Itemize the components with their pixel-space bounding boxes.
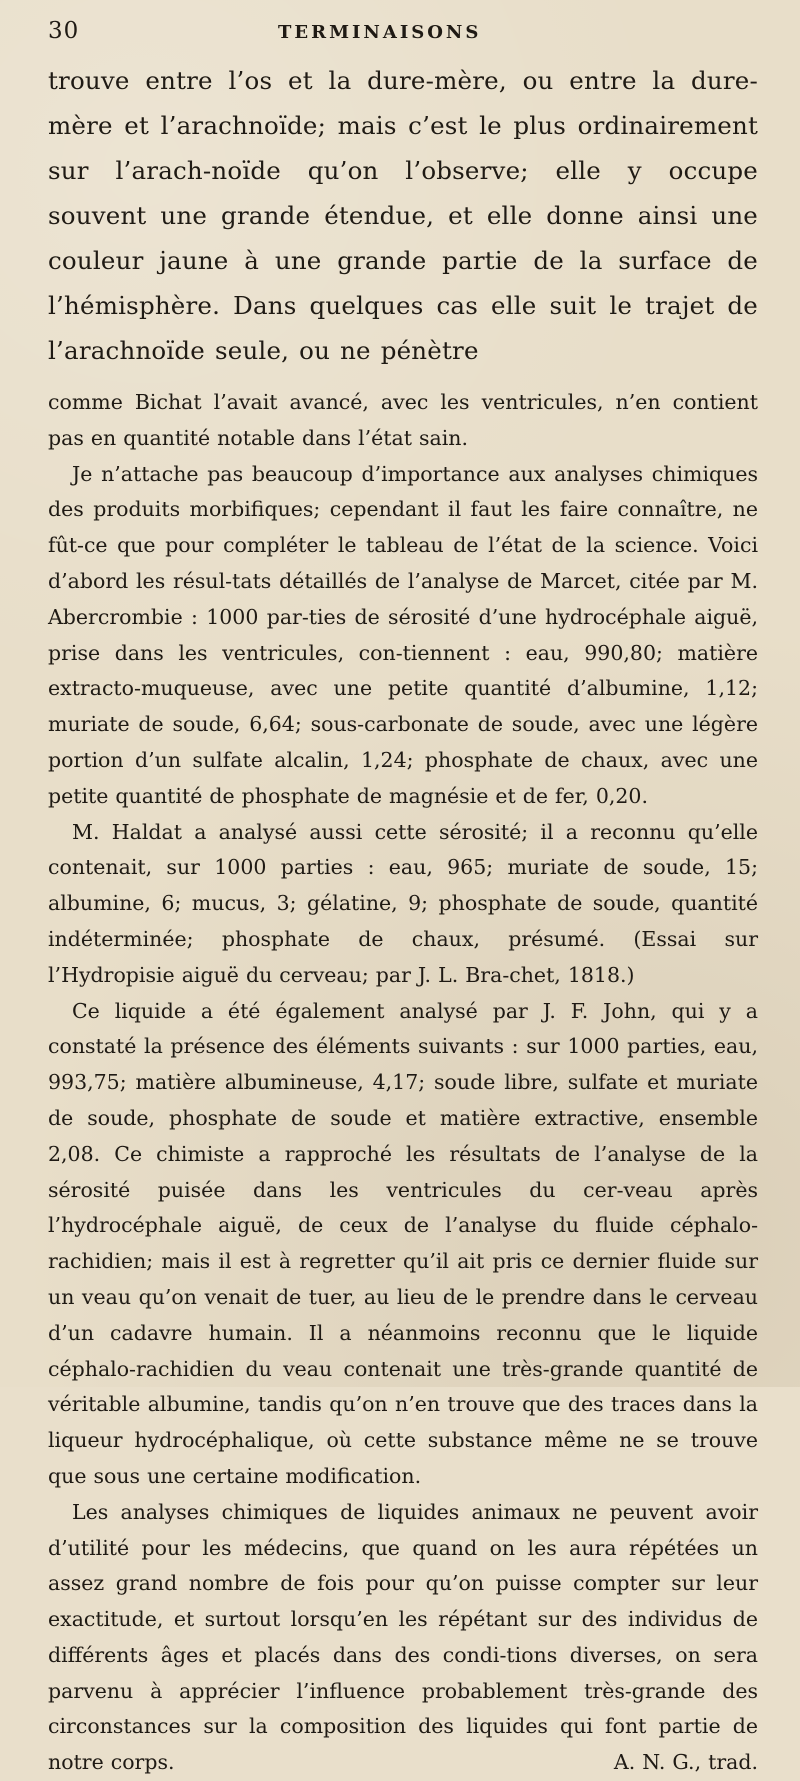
paragraph-main: trouve entre l’os et la dure-mère, ou entre la dure-mère et l’arachnoïde; mais c’est le plus ordinairement sur l’arach-noïde qu’on l’observe; elle y occupe souvent une grande étendue, et elle donne ainsi une couleur jaune à une grande partie de la surface de l’hémisphère. Dans quelques cas elle suit le trajet de l’arachnoïde seule, ou ne pénètre bbox=[48, 66, 758, 365]
paragraph-chemical-analyses-intro: Je n’attache pas beaucoup d’importance aux analyses chimiques des produits morbifiques; cependant il faut les faire connaître, ne fût-ce que pour compléter le tableau de l’état de la science. Voici d’abord les résul-tats détaillés de l’analyse de Marcet, citée par M. Abercrombie : 1000 par-ties de sérosité d’une hydrocéphale aiguë, prise dans les ventricules, con-tiennent : eau, 990,80; matière extracto-muqueuse, avec une petite quantité d’albumine, 1,12; muriate de soude, 6,64; sous-carbonate de soude, avec une légère portion d’un sulfate alcalin, 1,24; phosphate de chaux, avec une petite quantité de phosphate de magnésie et de fer, 0,20. bbox=[48, 461, 758, 808]
paragraph-bichat-continuation: comme Bichat l’avait avancé, avec les ventricules, n’en contient pas en quantité notable dans l’état sain. bbox=[48, 390, 758, 450]
running-head bbox=[48, 18, 758, 52]
page-number: 30 bbox=[48, 18, 80, 44]
paragraph-john-analysis: Ce liquide a été également analysé par J. F. John, qui y a constaté la présence des éléments suivants : sur 1000 parties, eau, 993,75; matière albumineuse, 4,17; soude libre, sulfate et muriate de soude, phosphate de soude et matière extractive, ensemble 2,08. Ce chimiste a rapproché les résultats de l’analyse de la sérosité puisée dans les ventricules du cer-veau après l’hydrocéphale aiguë, de ceux de l’analyse du fluide céphalo-rachidien; mais il est à regretter qu’il ait pris ce dernier fluide sur un veau qu’on venait de tuer, au lieu de le prendre dans le cerveau d’un cadavre humain. Il a néanmoins reconnu que le liquide céphalo-rachidien du veau contenait une très-grande quantité de véritable albumine, tandis qu’on n’en trouve que des traces dans la liqueur hydrocéphalique, où cette substance même ne se trouve que sous une certaine modification. bbox=[48, 998, 758, 1488]
small-print-section bbox=[48, 385, 758, 1781]
paragraph-utility-of-analyses bbox=[48, 1495, 758, 1781]
running-title: TERMINAISONS bbox=[278, 22, 482, 43]
paragraph-haldat-analysis: M. Haldat a analysé aussi cette sérosité; il a reconnu qu’elle contenait, sur 1000 parties : eau, 965; muriate de soude, 15; albumine, 6; mucus, 3; gélatine, 9; phosphate de soude, quantité indéterminée; phosphate de chaux, présumé. (Essai sur l’Hydropisie aiguë du cerveau; par J. L. Bra-chet, 1818.) bbox=[48, 819, 758, 987]
paragraph-utility-text: Les analyses chimiques de liquides animaux ne peuvent avoir d’utilité pour les médecins, que quand on les aura répétées un assez grand nombre de fois pour qu’on puisse compter sur leur exactitude, et surtout lorsqu’en les répétant sur des individus de différents âges et placés dans des condi-tions diverses, on sera parvenu à apprécier l’influence probablement très-grande des circonstances sur la composition des liquides qui font partie de notre corps. bbox=[48, 1499, 758, 1775]
translator-signature: A. N. G., trad. bbox=[613, 1750, 758, 1775]
